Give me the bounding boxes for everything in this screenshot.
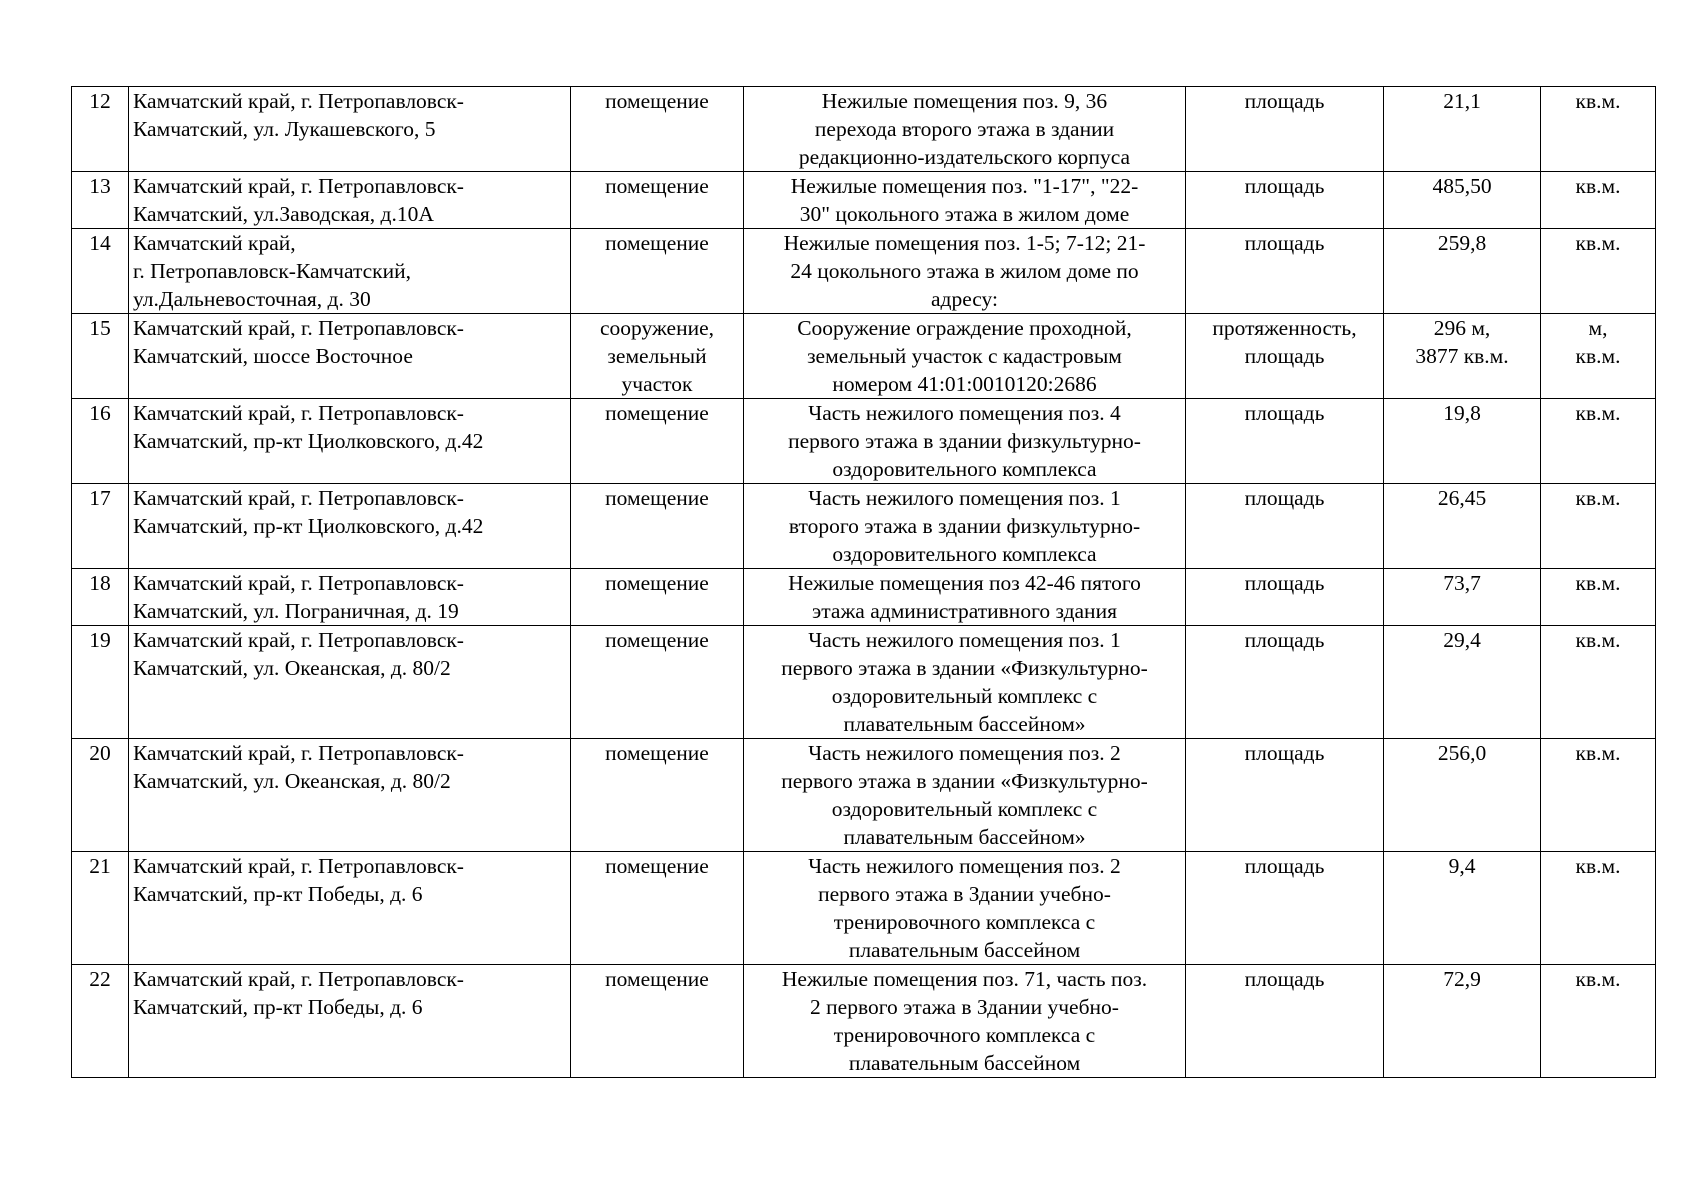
value-cell: 26,45	[1384, 484, 1541, 569]
row-number: 18	[72, 569, 129, 626]
description-cell: Часть нежилого помещения поз. 2 первого этажа в здании «Физкультурно- оздоровительный комплекс с плавательным бассейном»	[744, 739, 1186, 852]
unit-cell: кв.м.	[1541, 87, 1656, 172]
description-cell: Часть нежилого помещения поз. 1 первого этажа в здании «Физкультурно- оздоровительный комплекс с плавательным бассейном»	[744, 626, 1186, 739]
parameter-cell: площадь	[1186, 965, 1384, 1078]
table-row	[72, 569, 1656, 626]
description-cell: Нежилые помещения поз. 9, 36 перехода второго этажа в здании редакционно-издательского корпуса	[744, 87, 1186, 172]
description-cell: Нежилые помещения поз. "1-17", "22- 30" цокольного этажа в жилом доме	[744, 172, 1186, 229]
description-cell: Нежилые помещения поз. 71, часть поз. 2 первого этажа в Здании учебно- тренировочного комплекса с плавательным бассейном	[744, 965, 1186, 1078]
row-number: 12	[72, 87, 129, 172]
description-cell: Нежилые помещения поз. 1-5; 7-12; 21- 24 цокольного этажа в жилом доме по адресу:	[744, 229, 1186, 314]
row-number: 15	[72, 314, 129, 399]
address-cell: Камчатский край, г. Петропавловск-Камчатский, ул.Дальневосточная, д. 30	[129, 229, 571, 314]
row-number: 20	[72, 739, 129, 852]
unit-cell: кв.м.	[1541, 399, 1656, 484]
description-cell: Часть нежилого помещения поз. 4 первого этажа в здании физкультурно- оздоровительного комплекса	[744, 399, 1186, 484]
parameter-cell: протяженность, площадь	[1186, 314, 1384, 399]
parameter-cell: площадь	[1186, 399, 1384, 484]
value-cell: 256,0	[1384, 739, 1541, 852]
address-cell: Камчатский край, г. Петропавловск- Камчатский, ул. Лукашевского, 5	[129, 87, 571, 172]
address-cell: Камчатский край, г. Петропавловск- Камчатский, пр-кт Победы, д. 6	[129, 852, 571, 965]
object-type-cell: помещение	[571, 965, 744, 1078]
table-row	[72, 852, 1656, 965]
parameter-cell: площадь	[1186, 739, 1384, 852]
value-cell: 29,4	[1384, 626, 1541, 739]
unit-cell: кв.м.	[1541, 172, 1656, 229]
object-type-cell: сооружение, земельный участок	[571, 314, 744, 399]
unit-cell: кв.м.	[1541, 229, 1656, 314]
table-row	[72, 739, 1656, 852]
row-number: 16	[72, 399, 129, 484]
document-page	[71, 86, 1655, 1078]
parameter-cell: площадь	[1186, 852, 1384, 965]
object-type-cell: помещение	[571, 87, 744, 172]
row-number: 14	[72, 229, 129, 314]
table-row	[72, 484, 1656, 569]
description-cell: Сооружение ограждение проходной, земельный участок с кадастровым номером 41:01:0010120:2686	[744, 314, 1186, 399]
row-number: 17	[72, 484, 129, 569]
unit-cell: кв.м.	[1541, 569, 1656, 626]
address-cell: Камчатский край, г. Петропавловск- Камчатский, ул. Океанская, д. 80/2	[129, 739, 571, 852]
unit-cell: кв.м.	[1541, 852, 1656, 965]
table-row	[72, 965, 1656, 1078]
parameter-cell: площадь	[1186, 626, 1384, 739]
description-cell: Часть нежилого помещения поз. 2 первого этажа в Здании учебно- тренировочного комплекса с плавательным бассейном	[744, 852, 1186, 965]
address-cell: Камчатский край, г. Петропавловск- Камчатский, шоссе Восточное	[129, 314, 571, 399]
table-row	[72, 399, 1656, 484]
object-type-cell: помещение	[571, 399, 744, 484]
unit-cell: кв.м.	[1541, 965, 1656, 1078]
description-cell: Часть нежилого помещения поз. 1 второго этажа в здании физкультурно- оздоровительного комплекса	[744, 484, 1186, 569]
table-row	[72, 172, 1656, 229]
unit-cell: кв.м.	[1541, 739, 1656, 852]
object-type-cell: помещение	[571, 569, 744, 626]
value-cell: 21,1	[1384, 87, 1541, 172]
table-row	[72, 314, 1656, 399]
value-cell: 72,9	[1384, 965, 1541, 1078]
parameter-cell: площадь	[1186, 569, 1384, 626]
address-cell: Камчатский край, г. Петропавловск- Камчатский, ул. Океанская, д. 80/2	[129, 626, 571, 739]
object-type-cell: помещение	[571, 172, 744, 229]
address-cell: Камчатский край, г. Петропавловск- Камчатский, ул. Пограничная, д. 19	[129, 569, 571, 626]
address-cell: Камчатский край, г. Петропавловск- Камчатский, пр-кт Победы, д. 6	[129, 965, 571, 1078]
address-cell: Камчатский край, г. Петропавловск- Камчатский, ул.Заводская, д.10А	[129, 172, 571, 229]
row-number: 13	[72, 172, 129, 229]
row-number: 19	[72, 626, 129, 739]
parameter-cell: площадь	[1186, 229, 1384, 314]
unit-cell: м, кв.м.	[1541, 314, 1656, 399]
row-number: 21	[72, 852, 129, 965]
object-type-cell: помещение	[571, 626, 744, 739]
value-cell: 9,4	[1384, 852, 1541, 965]
registry-body	[72, 87, 1656, 1078]
table-row	[72, 229, 1656, 314]
object-type-cell: помещение	[571, 484, 744, 569]
value-cell: 296 м, 3877 кв.м.	[1384, 314, 1541, 399]
unit-cell: кв.м.	[1541, 484, 1656, 569]
parameter-cell: площадь	[1186, 87, 1384, 172]
address-cell: Камчатский край, г. Петропавловск- Камчатский, пр-кт Циолковского, д.42	[129, 399, 571, 484]
object-type-cell: помещение	[571, 852, 744, 965]
table-row	[72, 87, 1656, 172]
address-cell: Камчатский край, г. Петропавловск- Камчатский, пр-кт Циолковского, д.42	[129, 484, 571, 569]
value-cell: 73,7	[1384, 569, 1541, 626]
value-cell: 259,8	[1384, 229, 1541, 314]
description-cell: Нежилые помещения поз 42-46 пятого этажа административного здания	[744, 569, 1186, 626]
unit-cell: кв.м.	[1541, 626, 1656, 739]
parameter-cell: площадь	[1186, 172, 1384, 229]
object-type-cell: помещение	[571, 739, 744, 852]
object-type-cell: помещение	[571, 229, 744, 314]
parameter-cell: площадь	[1186, 484, 1384, 569]
table-row	[72, 626, 1656, 739]
value-cell: 19,8	[1384, 399, 1541, 484]
row-number: 22	[72, 965, 129, 1078]
value-cell: 485,50	[1384, 172, 1541, 229]
property-registry-table	[71, 86, 1656, 1078]
